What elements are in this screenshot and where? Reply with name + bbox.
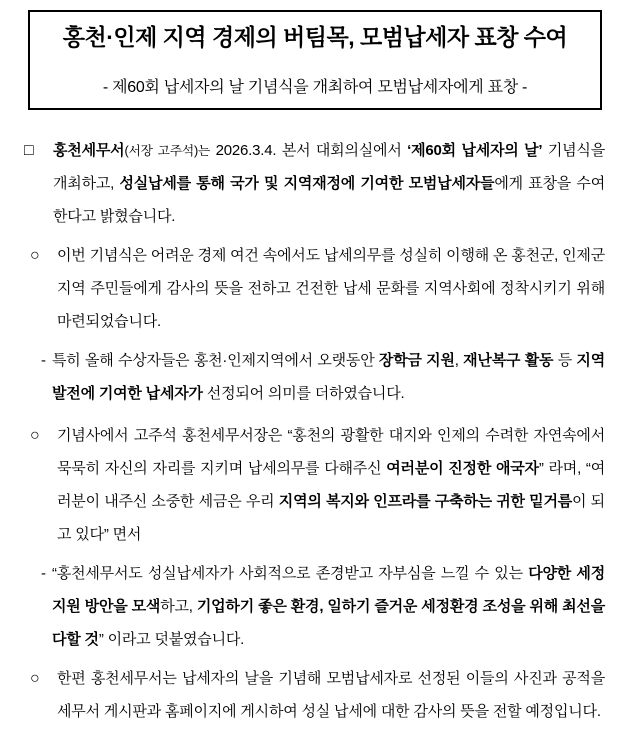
text-run: ” 라며, “여러분이 내주신 소중한 세금은 우리 — [57, 460, 605, 510]
paragraph-text — [52, 557, 605, 656]
paragraph — [24, 134, 605, 233]
text-run: 하고, — [160, 598, 197, 615]
text-run: 지역의 복지와 인프라를 구축하는 귀한 밑거름 — [278, 493, 573, 510]
press-release-page — [0, 10, 629, 745]
paragraph — [24, 344, 605, 410]
text-run: 지역 발전에 기여한 납세자가 — [52, 352, 605, 402]
text-run: 기업하기 좋은 환경, 일하기 즐거운 세정환경 조성을 위해 최선을 다할 것 — [52, 598, 606, 648]
text-run: 특히 올해 수상자들은 홍천·인제지역에서 오랫동안 — [52, 352, 379, 369]
paragraph-marker: ○ — [30, 427, 40, 444]
paragraph-text — [53, 134, 605, 233]
paragraph-text — [57, 662, 605, 728]
text-run: 선정되어 의미를 더하였습니다. — [202, 385, 405, 402]
text-run: 기념식을 개최하고, — [53, 142, 605, 192]
paragraph-marker: □ — [24, 142, 34, 159]
text-run: ” 이라고 덧붙였습니다. — [98, 631, 245, 648]
paragraph-marker: - — [41, 352, 46, 369]
paragraph-marker: - — [41, 565, 46, 582]
text-run: , — [454, 352, 464, 369]
text-run: 재난복구 활동 — [463, 352, 554, 369]
text-run: (서장 고주석)는 — [124, 143, 211, 158]
document-subtitle: - 제60회 납세자의 날 기념식을 개최하여 모범납세자에게 표창 - — [102, 79, 528, 97]
paragraph — [24, 419, 605, 551]
paragraph — [24, 239, 605, 338]
text-run: 이번 기념식은 어려운 경제 여건 속에서도 납세의무를 성실히 이행해 온 홍천군, 인제군 지역 주민들에게 감사의 뜻을 전하고 건전한 납세 문화를 지역사회에 정착시키기 위해 마련되었습니다. — [57, 247, 605, 330]
text-run: ‘제60회 납세자의 날’ — [407, 142, 543, 159]
paragraph — [24, 662, 605, 728]
text-run: 다양한 세정지원 방안을 모색 — [52, 565, 605, 615]
text-run: 성실납세를 통해 국가 및 지역재정에 기여한 모범납세자들 — [119, 175, 495, 192]
document-body — [24, 134, 605, 728]
text-run: 기념사에서 고주석 홍천세무서장은 “홍천의 광활한 대지와 인제의 수려한 자연속에서 묵묵히 자신의 자리를 지키며 납세의무를 다해주신 — [57, 427, 605, 477]
text-run: 이 되고 있다” 면서 — [57, 493, 605, 543]
text-run: 한편 홍천세무서는 납세자의 날을 기념해 모범납세자로 선정된 이들의 사진과 공적을 세무서 게시판과 홈페이지에 게시하여 성실 납세에 대한 감사의 뜻을 전할 예정입니다. — [57, 670, 605, 720]
paragraph — [24, 557, 605, 656]
paragraph-text — [52, 344, 605, 410]
text-run: 홍천세무서 — [53, 142, 125, 159]
document-title: 홍천·인제 지역 경제의 버팀목, 모범납세자 표창 수여 — [62, 24, 568, 50]
paragraph-marker: ○ — [30, 247, 40, 264]
text-run: 2026.3.4. 본서 대회의실에서 — [210, 142, 408, 159]
text-run: 여러분이 진정한 애국자 — [386, 460, 539, 477]
text-run: 에게 표창을 수여한다고 밝혔습니다. — [53, 175, 605, 225]
paragraph-text — [57, 239, 605, 338]
text-run: 장학금 지원 — [378, 352, 455, 369]
paragraph-marker: ○ — [30, 670, 40, 687]
text-run: “홍천세무서도 성실납세자가 사회적으로 존경받고 자부심을 느낄 수 있는 — [52, 565, 529, 582]
text-run: 등 — [553, 352, 577, 369]
paragraph-text — [57, 419, 605, 551]
title-box — [28, 10, 602, 110]
